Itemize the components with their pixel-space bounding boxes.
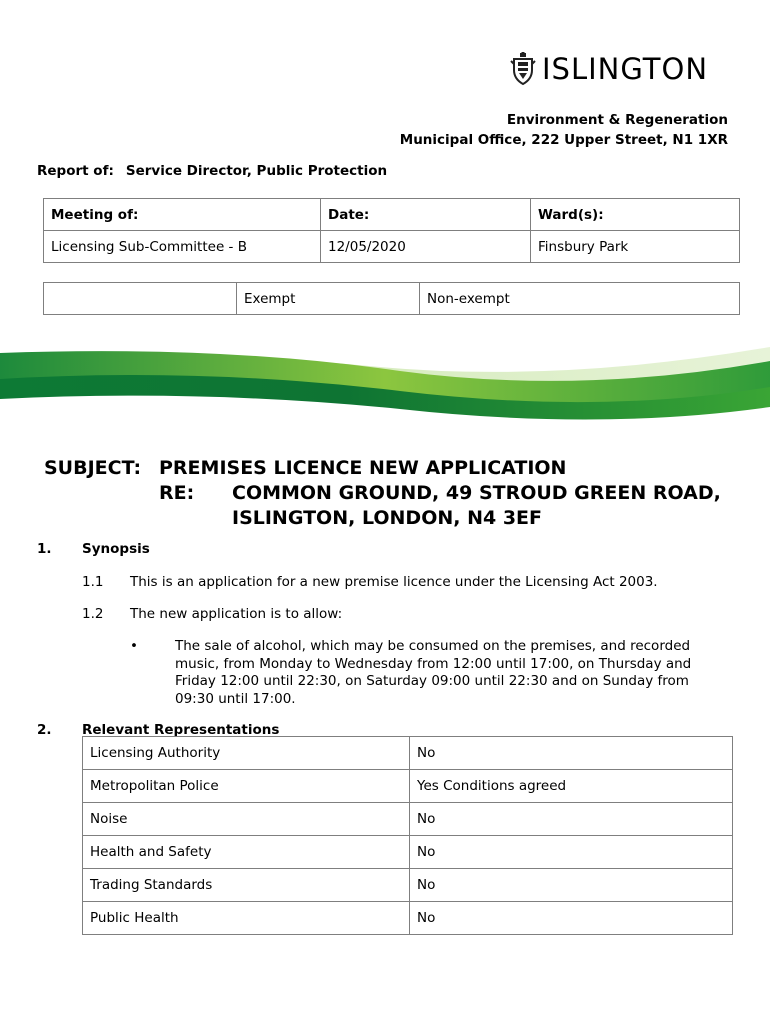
re-line-2 xyxy=(44,506,721,531)
meeting-table xyxy=(43,198,740,263)
subject-title: PREMISES LICENCE NEW APPLICATION xyxy=(159,457,567,479)
authority-cell: Public Health xyxy=(83,902,410,935)
para-1-1-number: 1.1 xyxy=(82,574,104,590)
report-of-value: Service Director, Public Protection xyxy=(125,163,388,179)
table-row xyxy=(83,737,733,770)
department-name: Environment & Regeneration xyxy=(506,112,728,128)
re-address-line-1: COMMON GROUND, 49 STROUD GREEN ROAD, xyxy=(232,482,721,504)
representations-table xyxy=(82,736,733,935)
table-row xyxy=(83,836,733,869)
table-row xyxy=(83,902,733,935)
response-cell: No xyxy=(410,869,733,902)
department-address: Municipal Office, 222 Upper Street, N1 1XR xyxy=(399,132,728,148)
exempt-table-row xyxy=(44,283,740,315)
green-wave-banner xyxy=(0,345,770,434)
authority-cell: Licensing Authority xyxy=(83,737,410,770)
exempt-blank-cell xyxy=(44,283,237,315)
date-value: 12/05/2020 xyxy=(321,231,531,263)
crest-icon xyxy=(510,52,536,86)
response-cell: No xyxy=(410,803,733,836)
authority-cell: Noise xyxy=(83,803,410,836)
para-1-1-text: This is an application for a new premise licence under the Licensing Act 2003. xyxy=(130,574,658,590)
re-line-1 xyxy=(44,481,721,506)
meeting-of-value: Licensing Sub-Committee - B xyxy=(44,231,321,263)
non-exempt-cell: Non-exempt xyxy=(420,283,740,315)
report-of xyxy=(37,163,387,179)
response-cell: Yes Conditions agreed xyxy=(410,770,733,803)
wards-value: Finsbury Park xyxy=(531,231,740,263)
meeting-of-header: Meeting of: xyxy=(44,199,321,231)
report-of-label: Report of: xyxy=(37,163,114,179)
para-1-2-text: The new application is to allow: xyxy=(130,606,343,622)
wards-header: Ward(s): xyxy=(531,199,740,231)
subject-label: SUBJECT: xyxy=(44,457,142,479)
date-header: Date: xyxy=(321,199,531,231)
exempt-cell: Exempt xyxy=(237,283,420,315)
authority-cell: Trading Standards xyxy=(83,869,410,902)
meeting-table-header-row xyxy=(44,199,740,231)
exempt-table xyxy=(43,282,740,315)
table-row xyxy=(83,770,733,803)
department-block xyxy=(400,110,728,150)
meeting-table-value-row xyxy=(44,231,740,263)
re-label: RE: xyxy=(159,482,195,504)
subject-line xyxy=(44,456,721,481)
response-cell: No xyxy=(410,737,733,770)
re-address-line-2: ISLINGTON, LONDON, N4 3EF xyxy=(232,507,542,529)
response-cell: No xyxy=(410,902,733,935)
logo-wordmark: ISLINGTON xyxy=(542,51,709,86)
authority-cell: Health and Safety xyxy=(83,836,410,869)
section-2-title: Relevant Representations xyxy=(82,722,280,738)
section-1-title: Synopsis xyxy=(82,541,150,557)
authority-cell: Metropolitan Police xyxy=(83,770,410,803)
islington-logo xyxy=(510,52,708,86)
table-row xyxy=(83,803,733,836)
bullet-text: The sale of alcohol, which may be consumed on the premises, and recorded music, from Monday to Wednesday from 12:00 until 17:00, on Thursday and Friday 12:00 until 22:30, on Saturday 09:00 until 22:30 and on Sunday from 09:30 until 17:00. xyxy=(175,638,692,707)
para-1-2-number: 1.2 xyxy=(82,606,104,622)
section-2-number: 2. xyxy=(37,722,52,738)
section-1-number: 1. xyxy=(37,541,52,557)
subject-block xyxy=(44,456,721,531)
table-row xyxy=(83,869,733,902)
bullet-icon: • xyxy=(130,638,138,654)
response-cell: No xyxy=(410,836,733,869)
